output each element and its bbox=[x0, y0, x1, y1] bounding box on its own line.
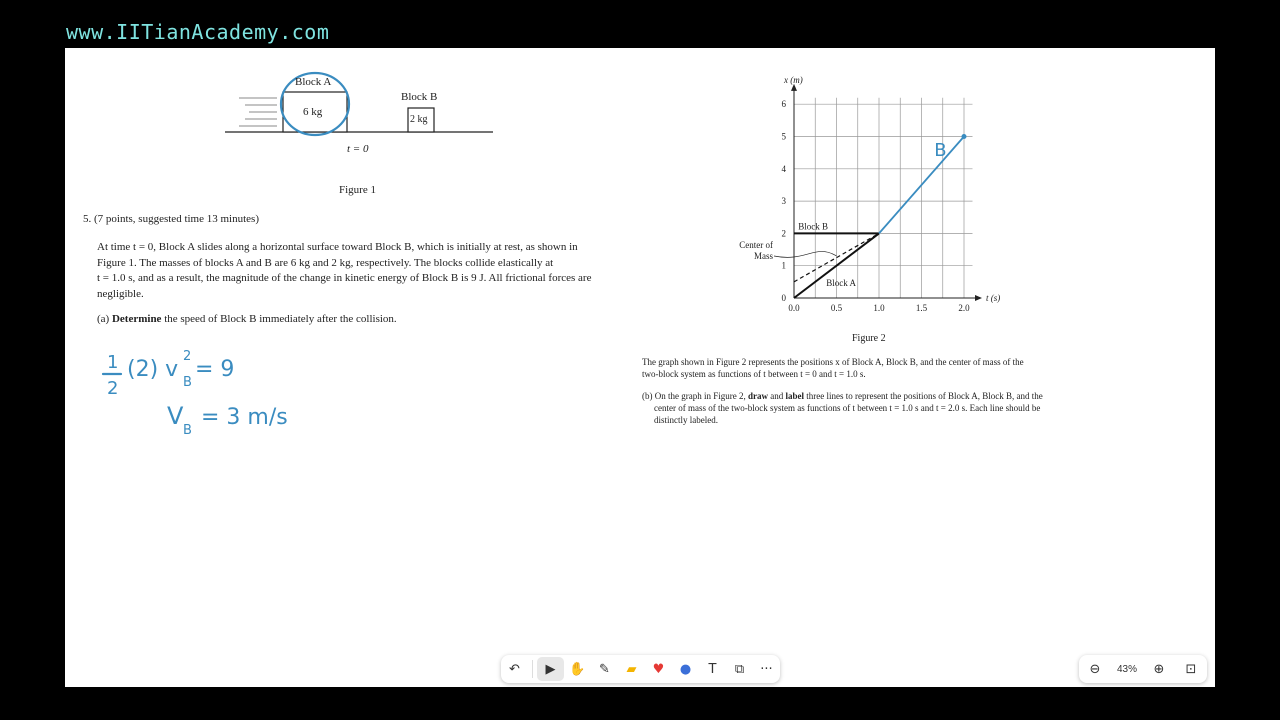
text-tool-button[interactable]: T bbox=[708, 661, 717, 677]
pan-tool-button[interactable]: ✋ bbox=[569, 661, 586, 677]
question-line: negligible. bbox=[97, 287, 144, 300]
block-a-mass: 6 kg bbox=[303, 106, 323, 118]
x-axis-arrow bbox=[975, 295, 982, 301]
fit-to-screen-button[interactable]: ⊡ bbox=[1185, 661, 1197, 677]
question-body bbox=[97, 240, 657, 302]
figure-2-description bbox=[642, 356, 1082, 380]
part-b-text: three lines to represent the positions of Block A, Block B, and the bbox=[806, 391, 1043, 401]
part-b bbox=[642, 390, 1092, 426]
label-block-a: Block A bbox=[826, 277, 857, 288]
x-tick-label: 0.5 bbox=[830, 303, 843, 313]
block-b-label: Block B bbox=[401, 91, 438, 103]
x-tick-label: 1.5 bbox=[915, 303, 928, 313]
more-options-button[interactable]: ··· bbox=[760, 661, 773, 677]
part-a bbox=[97, 312, 397, 328]
select-tool-button[interactable]: ▶ bbox=[537, 657, 564, 681]
y-tick-label: 6 bbox=[781, 99, 786, 110]
label-com-line2: Mass bbox=[753, 250, 773, 261]
hw-frac-bottom: 2 bbox=[107, 378, 119, 399]
zoom-in-button[interactable]: ⊕ bbox=[1153, 661, 1165, 677]
part-b-verb-label: label bbox=[785, 391, 804, 401]
y-tick-label: 3 bbox=[781, 196, 786, 207]
part-b-line: center of mass of the two-block system as functions of t between t = 1.0 s and t = 2.0 s. Each line should be bbox=[654, 403, 1041, 413]
question-line: At time t = 0, Block A slides along a horizontal surface toward Block B, which is initially at rest, as shown in bbox=[97, 241, 578, 253]
label-block-b: Block B bbox=[798, 221, 829, 232]
part-a-prefix: (a) bbox=[97, 313, 110, 325]
x-tick-label: 0.0 bbox=[788, 303, 800, 313]
x-tick-label: 2.0 bbox=[958, 303, 970, 313]
part-b-verb-draw: draw bbox=[747, 391, 768, 401]
drawing-toolbar bbox=[501, 655, 780, 683]
x-axis-label: t (s) bbox=[986, 293, 1001, 303]
series-endpoint-dot bbox=[962, 134, 967, 139]
part-b-prefix: (b) On the graph in Figure 2, bbox=[642, 391, 746, 401]
part-b-and: and bbox=[770, 391, 784, 401]
whiteboard-canvas[interactable] bbox=[65, 48, 1215, 687]
description-line: two-block system as functions of t between t = 0 and t = 1.0 s. bbox=[642, 369, 866, 379]
question-line: Figure 1. The masses of blocks A and B are 6 kg and 2 kg, respectively. The blocks collide elastically at bbox=[97, 256, 554, 269]
block-b-mass: 2 kg bbox=[410, 114, 428, 125]
zoom-level: 43% bbox=[1116, 663, 1137, 675]
y-tick-label: 4 bbox=[781, 163, 786, 174]
figure-1-diagram bbox=[225, 68, 515, 158]
description-line: The graph shown in Figure 2 represents the positions x of Block A, Block B, and the center of mass of the bbox=[642, 357, 1024, 367]
pen-tool-button[interactable]: ✎ bbox=[599, 661, 610, 677]
handwritten-b-label: B bbox=[934, 139, 947, 161]
hw-line1: (2) v bbox=[127, 357, 179, 382]
y-axis-arrow bbox=[791, 84, 797, 91]
com-label-leader bbox=[774, 251, 837, 257]
hw-line2-sub: B bbox=[183, 423, 192, 438]
question-line: t = 1.0 s, and as a result, the magnitude of the change in kinetic energy of Block B is 9 J. All frictional forces are bbox=[97, 272, 592, 284]
heart-sticker-button[interactable]: ♥ bbox=[652, 661, 665, 677]
hw-line2: = 3 m/s bbox=[201, 405, 288, 430]
hw-line2-v: V bbox=[167, 402, 184, 430]
watermark-text: www.IITianAcademy.com bbox=[66, 20, 330, 44]
handwritten-solution bbox=[95, 338, 355, 448]
y-tick-label: 0 bbox=[781, 293, 786, 303]
zoom-controls bbox=[1079, 655, 1207, 683]
hw-line1-sup: 2 bbox=[183, 349, 192, 364]
zoom-out-button[interactable]: ⊖ bbox=[1089, 661, 1101, 677]
y-axis-label: x (m) bbox=[784, 74, 803, 85]
toolbar-divider bbox=[532, 660, 533, 678]
undo-button[interactable]: ↶ bbox=[509, 661, 520, 677]
part-b-line bbox=[642, 390, 1092, 402]
x-tick-label: 1.0 bbox=[873, 303, 885, 313]
hw-line1-eq: = 9 bbox=[195, 357, 235, 382]
part-a-verb: Determine bbox=[111, 313, 162, 325]
bubble-tool-button[interactable]: ● bbox=[679, 661, 692, 677]
figure-2-caption: Figure 2 bbox=[852, 333, 886, 344]
y-tick-label: 2 bbox=[781, 228, 786, 239]
hw-line1-sub: B bbox=[183, 375, 192, 390]
shapes-tool-button[interactable]: ⧉ bbox=[734, 661, 745, 677]
question-header: 5. (7 points, suggested time 13 minutes) bbox=[83, 213, 259, 225]
time-label: t = 0 bbox=[347, 143, 369, 155]
label-com-line1: Center of bbox=[739, 239, 773, 250]
highlighter-tool-button[interactable]: ▰ bbox=[626, 661, 637, 677]
y-tick-label: 5 bbox=[781, 131, 786, 142]
y-tick-label: 1 bbox=[781, 260, 786, 271]
hw-frac-top: 1 bbox=[107, 352, 119, 373]
part-b-line: distinctly labeled. bbox=[654, 415, 718, 425]
block-a-label: Block A bbox=[295, 76, 332, 88]
part-a-text: the speed of Block B immediately after the collision. bbox=[164, 313, 397, 325]
figure-1-caption: Figure 1 bbox=[339, 184, 376, 196]
figure-2-chart bbox=[725, 68, 1025, 328]
